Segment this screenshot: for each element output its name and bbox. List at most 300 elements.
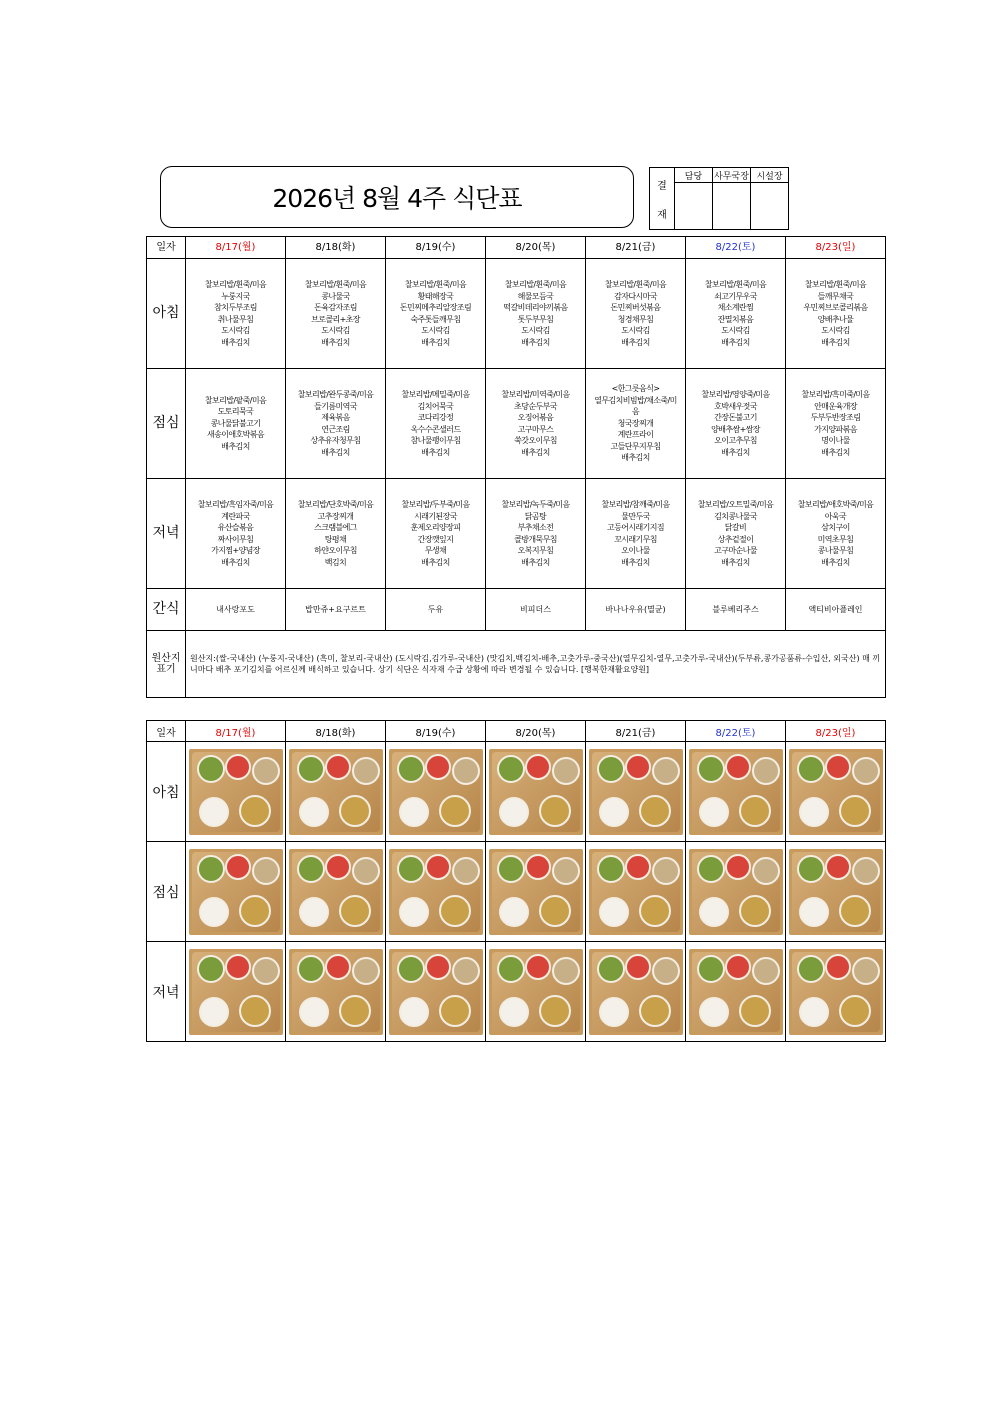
snack-cell: 비피더스 — [486, 589, 586, 631]
menu-item: 가지양파볶음 — [814, 424, 857, 434]
dish-bowl — [752, 757, 780, 785]
dinner-cell — [686, 479, 786, 589]
menu-item: 누룽지국 — [221, 291, 250, 301]
meal-photo-cell — [586, 942, 686, 1042]
menu-item: 우민찌브로콜리볶음 — [803, 303, 868, 312]
menu-item: 옥수수콘샐러드 — [410, 424, 461, 434]
dish-bowl — [625, 754, 651, 780]
menu-item: 찰보리밥/흰죽/미음 — [404, 280, 467, 289]
dish-bowl — [297, 955, 325, 983]
menu-item: 톳두부무침 — [517, 314, 554, 324]
day-header-fri: 8/21(금) — [586, 237, 686, 259]
menu-item: 오징어볶음 — [517, 413, 554, 422]
dish-bowl — [597, 855, 625, 883]
snack-cell: 바나나우유(멸균) — [586, 589, 686, 631]
meal-photo-cell — [286, 742, 386, 842]
photo-table — [146, 720, 886, 1042]
dish-bowl — [825, 754, 851, 780]
dish-bowl — [452, 957, 480, 985]
menu-item: 찰보리밥/흰죽/미음 — [504, 280, 567, 289]
menu-item: 도시락김 — [621, 326, 650, 335]
menu-item: 초당순두부국 — [514, 401, 557, 411]
menu-item: 배추김치 — [721, 557, 750, 567]
dish-bowl — [339, 895, 371, 927]
menu-item: 부추채소전 — [517, 523, 554, 532]
dish-bowl — [325, 854, 351, 880]
menu-item: 찰보리밥/메밀죽/미음 — [401, 390, 470, 399]
menu-item: 돈민찌메추리알장조림 — [399, 303, 472, 312]
menu-item: 찰보리밥/영양죽/미음 — [701, 390, 770, 399]
dish-bowl — [797, 955, 825, 983]
dish-bowl — [839, 795, 871, 827]
menu-item: 간장돈불고기 — [714, 413, 757, 422]
dish-bowl — [599, 897, 629, 927]
dish-bowl — [497, 855, 525, 883]
dinner-cell — [386, 479, 486, 589]
approval-sign-1[interactable] — [675, 183, 713, 230]
menu-item: 음 — [631, 407, 640, 417]
dish-bowl — [297, 855, 325, 883]
snack-cell: 내사랑포도 — [186, 589, 286, 631]
dish-bowl — [799, 897, 829, 927]
menu-item: 배추김치 — [821, 447, 850, 457]
menu-item: 배추김치 — [221, 441, 250, 451]
dinner-row — [147, 479, 886, 589]
menu-item: 배추김치 — [621, 453, 650, 463]
dinner-cell — [186, 479, 286, 589]
title-box — [160, 166, 634, 228]
menu-item: 제육볶음 — [321, 413, 350, 422]
lunch-row — [147, 369, 886, 479]
dish-bowl — [699, 997, 729, 1027]
lunch-cell — [386, 369, 486, 479]
dish-bowl — [652, 957, 680, 985]
menu-item: 두부두반장조림 — [810, 413, 861, 422]
meal-photo — [389, 949, 483, 1035]
menu-item: 배추김치 — [721, 447, 750, 457]
menu-item: 김치콩나물국 — [714, 511, 757, 521]
menu-item: 열무김치비빔밥/채소죽/미 — [594, 395, 677, 405]
menu-item: 배추김치 — [821, 557, 850, 567]
menu-item: 미역초무침 — [817, 534, 854, 544]
dish-bowl — [352, 757, 380, 785]
menu-item: 닭갈비 — [724, 523, 747, 532]
meal-photo — [689, 849, 783, 935]
dish-bowl — [699, 797, 729, 827]
dish-bowl — [297, 755, 325, 783]
approval-col-3: 시설장 — [751, 168, 789, 183]
photo-day-wed: 8/19(수) — [386, 721, 486, 742]
menu-item: 도시락김 — [221, 326, 250, 335]
dish-bowl — [752, 957, 780, 985]
lunch-cell — [286, 369, 386, 479]
dish-bowl — [552, 957, 580, 985]
meal-photo-cell — [686, 742, 786, 842]
dinner-cell — [486, 479, 586, 589]
meal-photo — [589, 849, 683, 935]
meal-photo — [389, 849, 483, 935]
meal-photo-cell — [686, 942, 786, 1042]
dish-bowl — [752, 857, 780, 885]
meal-photo-cell — [786, 942, 886, 1042]
menu-item: 도토리묵국 — [217, 407, 254, 417]
menu-item: 새송이애호박볶음 — [206, 430, 265, 440]
day-header-tue: 8/18(화) — [286, 237, 386, 259]
menu-item: 배추김치 — [421, 337, 450, 347]
dish-bowl — [552, 857, 580, 885]
dish-bowl — [852, 957, 880, 985]
dish-bowl — [625, 854, 651, 880]
dish-bowl — [439, 795, 471, 827]
dish-bowl — [199, 797, 229, 827]
day-header-mon: 8/17(월) — [186, 237, 286, 259]
dish-bowl — [452, 857, 480, 885]
breakfast-cell — [586, 259, 686, 369]
meal-photo — [689, 749, 783, 835]
snack-cell: 액티비아플레인 — [786, 589, 886, 631]
lunch-label: 점심 — [147, 369, 186, 479]
meal-photo-cell — [486, 842, 586, 942]
menu-item: 스크램블에그 — [314, 523, 357, 532]
menu-item: 하얀오이무침 — [314, 546, 357, 555]
dish-bowl — [539, 995, 571, 1027]
menu-item: 콩나물국 — [321, 291, 350, 301]
menu-item: 찰보리밥/흰죽/미음 — [204, 280, 267, 289]
dish-bowl — [225, 754, 251, 780]
menu-item: 쇠고기무우국 — [714, 291, 757, 301]
meal-photo-cell — [286, 942, 386, 1042]
menu-item: 쑥갓오이무침 — [514, 436, 557, 445]
menu-item: 시래기된장국 — [414, 511, 457, 521]
meal-photo — [189, 849, 283, 935]
dish-bowl — [852, 857, 880, 885]
menu-item: 고등어시래기지짐 — [606, 523, 665, 532]
meal-photo — [289, 949, 383, 1035]
origin-text: 원산지:(쌀-국내산) (누룽지-국내산) (흑미, 찰보리-국내산) (도시락김,김가루-국내산) (맛김치,백김치-배추,고춧가루-중국산)(열무김치-열무,고춧가루-국내산)(두부류,콩가공품류-수입산, 외국산) 매 끼니마다 배추 포기김치를 어르신께 배식하고 있습니다. 상기 식단은 식자재 수급 상황에 따라 변경될 수 있습니다. [행복한재활요양원] — [186, 631, 886, 698]
menu-item: 도시락김 — [321, 326, 350, 335]
dish-bowl — [197, 855, 225, 883]
dish-bowl — [452, 757, 480, 785]
photo-breakfast-label: 아침 — [147, 742, 186, 842]
meal-photo-cell — [686, 842, 786, 942]
menu-item: 배추김치 — [521, 337, 550, 347]
photo-lunch-label: 점심 — [147, 842, 186, 942]
menu-item: 양배추쌈+쌈장 — [711, 424, 760, 434]
menu-item: 찰보리밥/녹두죽/미음 — [501, 500, 570, 509]
menu-item: 가지찜+양념장 — [211, 546, 260, 555]
meal-photo-cell — [386, 742, 486, 842]
meal-photo — [389, 749, 483, 835]
dish-bowl — [239, 795, 271, 827]
menu-item: 청경채무침 — [617, 314, 654, 324]
dish-bowl — [599, 797, 629, 827]
dish-bowl — [499, 997, 529, 1027]
dish-bowl — [439, 995, 471, 1027]
dish-bowl — [639, 995, 671, 1027]
meal-photo — [289, 749, 383, 835]
menu-item: 찰보리밥/흰죽/미음 — [604, 280, 667, 289]
photo-row-dinner — [147, 942, 886, 1042]
dish-bowl — [699, 897, 729, 927]
menu-item: 잔멸치볶음 — [717, 314, 754, 324]
dinner-cell — [786, 479, 886, 589]
photo-day-sat: 8/22(토) — [686, 721, 786, 742]
dish-bowl — [352, 857, 380, 885]
dinner-cell — [586, 479, 686, 589]
menu-item: 채소계란찜 — [717, 303, 754, 312]
menu-item: 훈제오리양장피 — [410, 523, 461, 532]
menu-item: 배추김치 — [321, 337, 350, 347]
dish-bowl — [399, 997, 429, 1027]
dish-bowl — [352, 957, 380, 985]
dish-bowl — [825, 854, 851, 880]
photo-row-breakfast — [147, 742, 886, 842]
meal-photo — [689, 949, 783, 1035]
menu-item: 콩나물무침 — [817, 546, 854, 555]
snack-cell: 블루베리주스 — [686, 589, 786, 631]
meal-photo-cell — [786, 842, 886, 942]
meal-photo-cell — [286, 842, 386, 942]
menu-item: 배추김치 — [421, 557, 450, 567]
dish-bowl — [639, 795, 671, 827]
lunch-cell — [486, 369, 586, 479]
menu-item: 배추김치 — [221, 557, 250, 567]
menu-item: 연근조림 — [321, 424, 350, 434]
photo-dinner-label: 저녁 — [147, 942, 186, 1042]
menu-item: 물만두국 — [621, 511, 650, 521]
menu-item: 찰보리밥/흰죽/미음 — [804, 280, 867, 289]
dish-bowl — [525, 754, 551, 780]
menu-item: 배추김치 — [421, 447, 450, 457]
dish-bowl — [397, 755, 425, 783]
dish-bowl — [399, 797, 429, 827]
dish-bowl — [199, 897, 229, 927]
dish-bowl — [739, 995, 771, 1027]
meal-photo — [489, 949, 583, 1035]
menu-item: 도시락김 — [521, 326, 550, 335]
menu-item: 백김치 — [324, 557, 347, 567]
menu-item: 찰보리밥/두부죽/미음 — [401, 500, 470, 509]
menu-item: 명이나물 — [821, 436, 850, 445]
dish-bowl — [839, 995, 871, 1027]
menu-item: 찰보리밥/애호박죽/미음 — [797, 500, 874, 509]
dish-bowl — [599, 997, 629, 1027]
dish-bowl — [252, 757, 280, 785]
menu-item: 참치두부조림 — [214, 303, 257, 312]
dish-bowl — [339, 795, 371, 827]
dish-bowl — [839, 895, 871, 927]
menu-item: 배추김치 — [521, 447, 550, 457]
meal-photo-cell — [486, 742, 586, 842]
dish-bowl — [299, 797, 329, 827]
meal-photo — [789, 849, 883, 935]
dish-bowl — [497, 755, 525, 783]
menu-item: 콜방개묵무침 — [514, 534, 557, 544]
photo-header-row — [147, 721, 886, 742]
menu-item: 고구마순나물 — [714, 546, 757, 555]
menu-item: 탕평채 — [324, 534, 347, 544]
menu-item: 배추김치 — [521, 557, 550, 567]
breakfast-cell — [486, 259, 586, 369]
dish-bowl — [539, 795, 571, 827]
breakfast-cell — [286, 259, 386, 369]
meal-photo — [489, 849, 583, 935]
meal-photo — [789, 749, 883, 835]
menu-item: 찰보리밥/오트밀죽/미음 — [697, 500, 774, 509]
dish-bowl — [239, 995, 271, 1027]
dish-bowl — [397, 955, 425, 983]
dish-bowl — [539, 895, 571, 927]
meal-photo — [789, 949, 883, 1035]
dish-bowl — [725, 854, 751, 880]
menu-item: 해물모듬국 — [517, 291, 554, 301]
dish-bowl — [625, 954, 651, 980]
approval-sign-3[interactable] — [751, 183, 789, 230]
lunch-cell — [786, 369, 886, 479]
dish-bowl — [739, 895, 771, 927]
menu-item: <한그릇음식> — [611, 384, 660, 394]
menu-item: 계란파국 — [221, 511, 250, 521]
menu-item: 들기름미역국 — [314, 401, 357, 411]
day-header-sat: 8/22(토) — [686, 237, 786, 259]
dish-bowl — [652, 857, 680, 885]
menu-item: 떡갈비데리야끼볶음 — [503, 303, 568, 312]
menu-item: 숙주톳들깨무침 — [410, 314, 461, 324]
meal-photo-cell — [386, 842, 486, 942]
menu-item: 아욱국 — [824, 511, 847, 521]
approval-table — [649, 167, 789, 230]
dish-bowl — [825, 954, 851, 980]
menu-item: 꼬시래기무침 — [614, 534, 657, 544]
dish-bowl — [299, 997, 329, 1027]
menu-item: 배추김치 — [221, 337, 250, 347]
menu-item: 호박새우젓국 — [714, 401, 757, 411]
breakfast-cell — [686, 259, 786, 369]
dish-bowl — [197, 955, 225, 983]
menu-item: 들깨무채국 — [817, 291, 854, 301]
dish-bowl — [325, 954, 351, 980]
meal-photo-cell — [386, 942, 486, 1042]
menu-item: 찰보리밥/흰죽/미음 — [704, 280, 767, 289]
menu-item: 감자다시마국 — [614, 291, 657, 301]
dish-bowl — [497, 955, 525, 983]
menu-item: 고구마무스 — [517, 424, 554, 434]
menu-item: 상추겉절이 — [717, 534, 754, 544]
meal-photo — [589, 749, 683, 835]
menu-item: 상추유자청무침 — [310, 436, 361, 445]
menu-item: 찰보리밥/흰죽/미음 — [304, 280, 367, 289]
meal-photo-cell — [486, 942, 586, 1042]
menu-item: 도시락김 — [421, 326, 450, 335]
dish-bowl — [252, 957, 280, 985]
meal-photo — [189, 949, 283, 1035]
menu-item: 배추김치 — [821, 337, 850, 347]
meal-photo — [489, 749, 583, 835]
menu-item: 찰보리밥/흑임자죽/미음 — [197, 500, 274, 509]
menu-item: 간장깻잎지 — [417, 534, 454, 544]
menu-item: 고들단무지무침 — [610, 441, 661, 451]
origin-row — [147, 631, 886, 698]
dish-bowl — [239, 895, 271, 927]
dish-bowl — [639, 895, 671, 927]
photo-day-tue: 8/18(화) — [286, 721, 386, 742]
menu-item: 김치어묵국 — [417, 401, 454, 411]
photo-day-sun: 8/23(일) — [786, 721, 886, 742]
dish-bowl — [199, 997, 229, 1027]
breakfast-cell — [186, 259, 286, 369]
dish-bowl — [525, 954, 551, 980]
photo-date-label: 일자 — [147, 721, 186, 742]
origin-label: 원산지 표기 — [147, 631, 186, 698]
date-label: 일자 — [147, 237, 186, 259]
snack-row — [147, 589, 886, 631]
menu-item: 양배추나물 — [817, 314, 854, 324]
menu-item: 돈육감자조림 — [314, 303, 357, 312]
dish-bowl — [739, 795, 771, 827]
menu-item: 코다리강정 — [417, 413, 454, 422]
day-header-sun: 8/23(일) — [786, 237, 886, 259]
dish-bowl — [299, 897, 329, 927]
menu-item: 삼치구이 — [821, 523, 850, 532]
day-header-wed: 8/19(수) — [386, 237, 486, 259]
meal-photo — [189, 749, 283, 835]
menu-item: 참나물팽이무침 — [410, 436, 461, 445]
menu-item: 오이나물 — [621, 546, 650, 555]
dish-bowl — [225, 954, 251, 980]
meal-photo-cell — [186, 842, 286, 942]
dish-bowl — [725, 954, 751, 980]
menu-item: 찰보리밥/참깨죽/미음 — [601, 500, 670, 509]
menu-item: 도시락김 — [721, 326, 750, 335]
menu-item: 짜사이무침 — [217, 534, 254, 544]
dinner-label: 저녁 — [147, 479, 186, 589]
page-title: 2026년 8월 4주 식단표 — [272, 184, 522, 213]
meal-photo — [589, 949, 683, 1035]
lunch-cell — [186, 369, 286, 479]
menu-item: 유산슬볶음 — [217, 523, 254, 532]
menu-item: 안매운육개장 — [814, 401, 857, 411]
menu-item: 배추김치 — [621, 337, 650, 347]
menu-item: 배추김치 — [621, 557, 650, 567]
meal-photo-cell — [786, 742, 886, 842]
dish-bowl — [525, 854, 551, 880]
photo-row-lunch — [147, 842, 886, 942]
meal-photo-cell — [186, 742, 286, 842]
dish-bowl — [399, 897, 429, 927]
meal-photo — [289, 849, 383, 935]
menu-item: 오이고추무침 — [714, 436, 757, 445]
dish-bowl — [439, 895, 471, 927]
menu-table — [146, 236, 886, 698]
approval-sign-2[interactable] — [713, 183, 751, 230]
menu-item: 무생채 — [424, 546, 447, 555]
dish-bowl — [425, 754, 451, 780]
lunch-cell — [586, 369, 686, 479]
dish-bowl — [225, 854, 251, 880]
menu-item: 찰보리밥/단호박죽/미음 — [297, 500, 374, 509]
dish-bowl — [799, 997, 829, 1027]
dish-bowl — [597, 955, 625, 983]
dish-bowl — [425, 854, 451, 880]
menu-item: 브로콜리+초장 — [311, 314, 360, 324]
dish-bowl — [852, 757, 880, 785]
menu-item: 계란프라이 — [617, 430, 654, 440]
dish-bowl — [499, 797, 529, 827]
dish-bowl — [652, 757, 680, 785]
menu-item: 찰보리밥/미역죽/미음 — [501, 390, 570, 399]
menu-item: 황태해장국 — [417, 291, 454, 301]
dish-bowl — [252, 857, 280, 885]
